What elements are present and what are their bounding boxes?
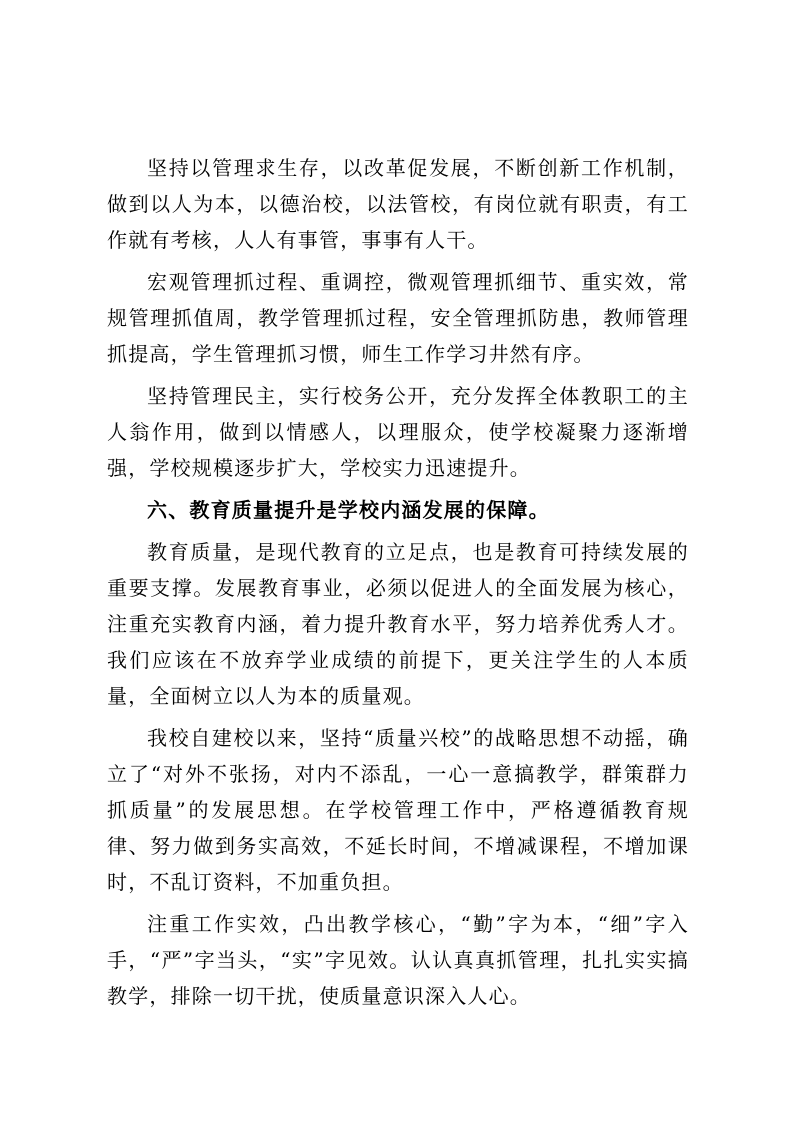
paragraph-management-mechanism: 坚持以管理求生存，以改革促发展，不断创新工作机制，做到以人为本，以德治校，以法管校，有岗位就有职责，有工作就有考核，人人有事管，事事有人干。 [107,156,689,252]
paragraph-quality-strategy: 我校自建校以来，坚持“质量兴校”的战略思想不动摇，确立了“对外不张扬，对内不添乱，一心一意搞教学，群策群力抓质量”的发展思想。在学校管理工作中，严格遵循教育规律、努力做到务实高效，不延长时间，不增减课程，不增加课时，不乱订资料，不加重负担。 [107,726,689,894]
paragraph-macro-micro-management: 宏观管理抓过程、重调控，微观管理抓细节、重实效，常规管理抓值周，教学管理抓过程，安全管理抓防患，教师管理抓提高，学生管理抓习惯，师生工作学习井然有序。 [107,270,689,366]
paragraph-education-quality: 教育质量，是现代教育的立足点，也是教育可持续发展的重要支撑。发展教育事业，必须以促进人的全面发展为核心，注重充实教育内涵，着力提升教育水平，努力培养优秀人才。我们应该在不放弃学业成绩的前提下，更关注学生的人本质量，全面树立以人为本的质量观。 [107,540,689,708]
paragraph-work-effectiveness: 注重工作实效，凸出教学核心，“勤”字为本，“细”字入手，“严”字当头，“实”字见效。认认真真抓管理，扎扎实实搞教学，排除一切干扰，使质量意识深入人心。 [107,912,689,1008]
paragraph-democratic-management: 坚持管理民主，实行校务公开，充分发挥全体教职工的主人翁作用，做到以情感人，以理服众，使学校凝聚力逐渐增强，学校规模逐步扩大，学校实力迅速提升。 [107,384,689,480]
document-body [107,150,689,1020]
section-heading: 六、教育质量提升是学校内涵发展的保障。 [147,498,550,522]
